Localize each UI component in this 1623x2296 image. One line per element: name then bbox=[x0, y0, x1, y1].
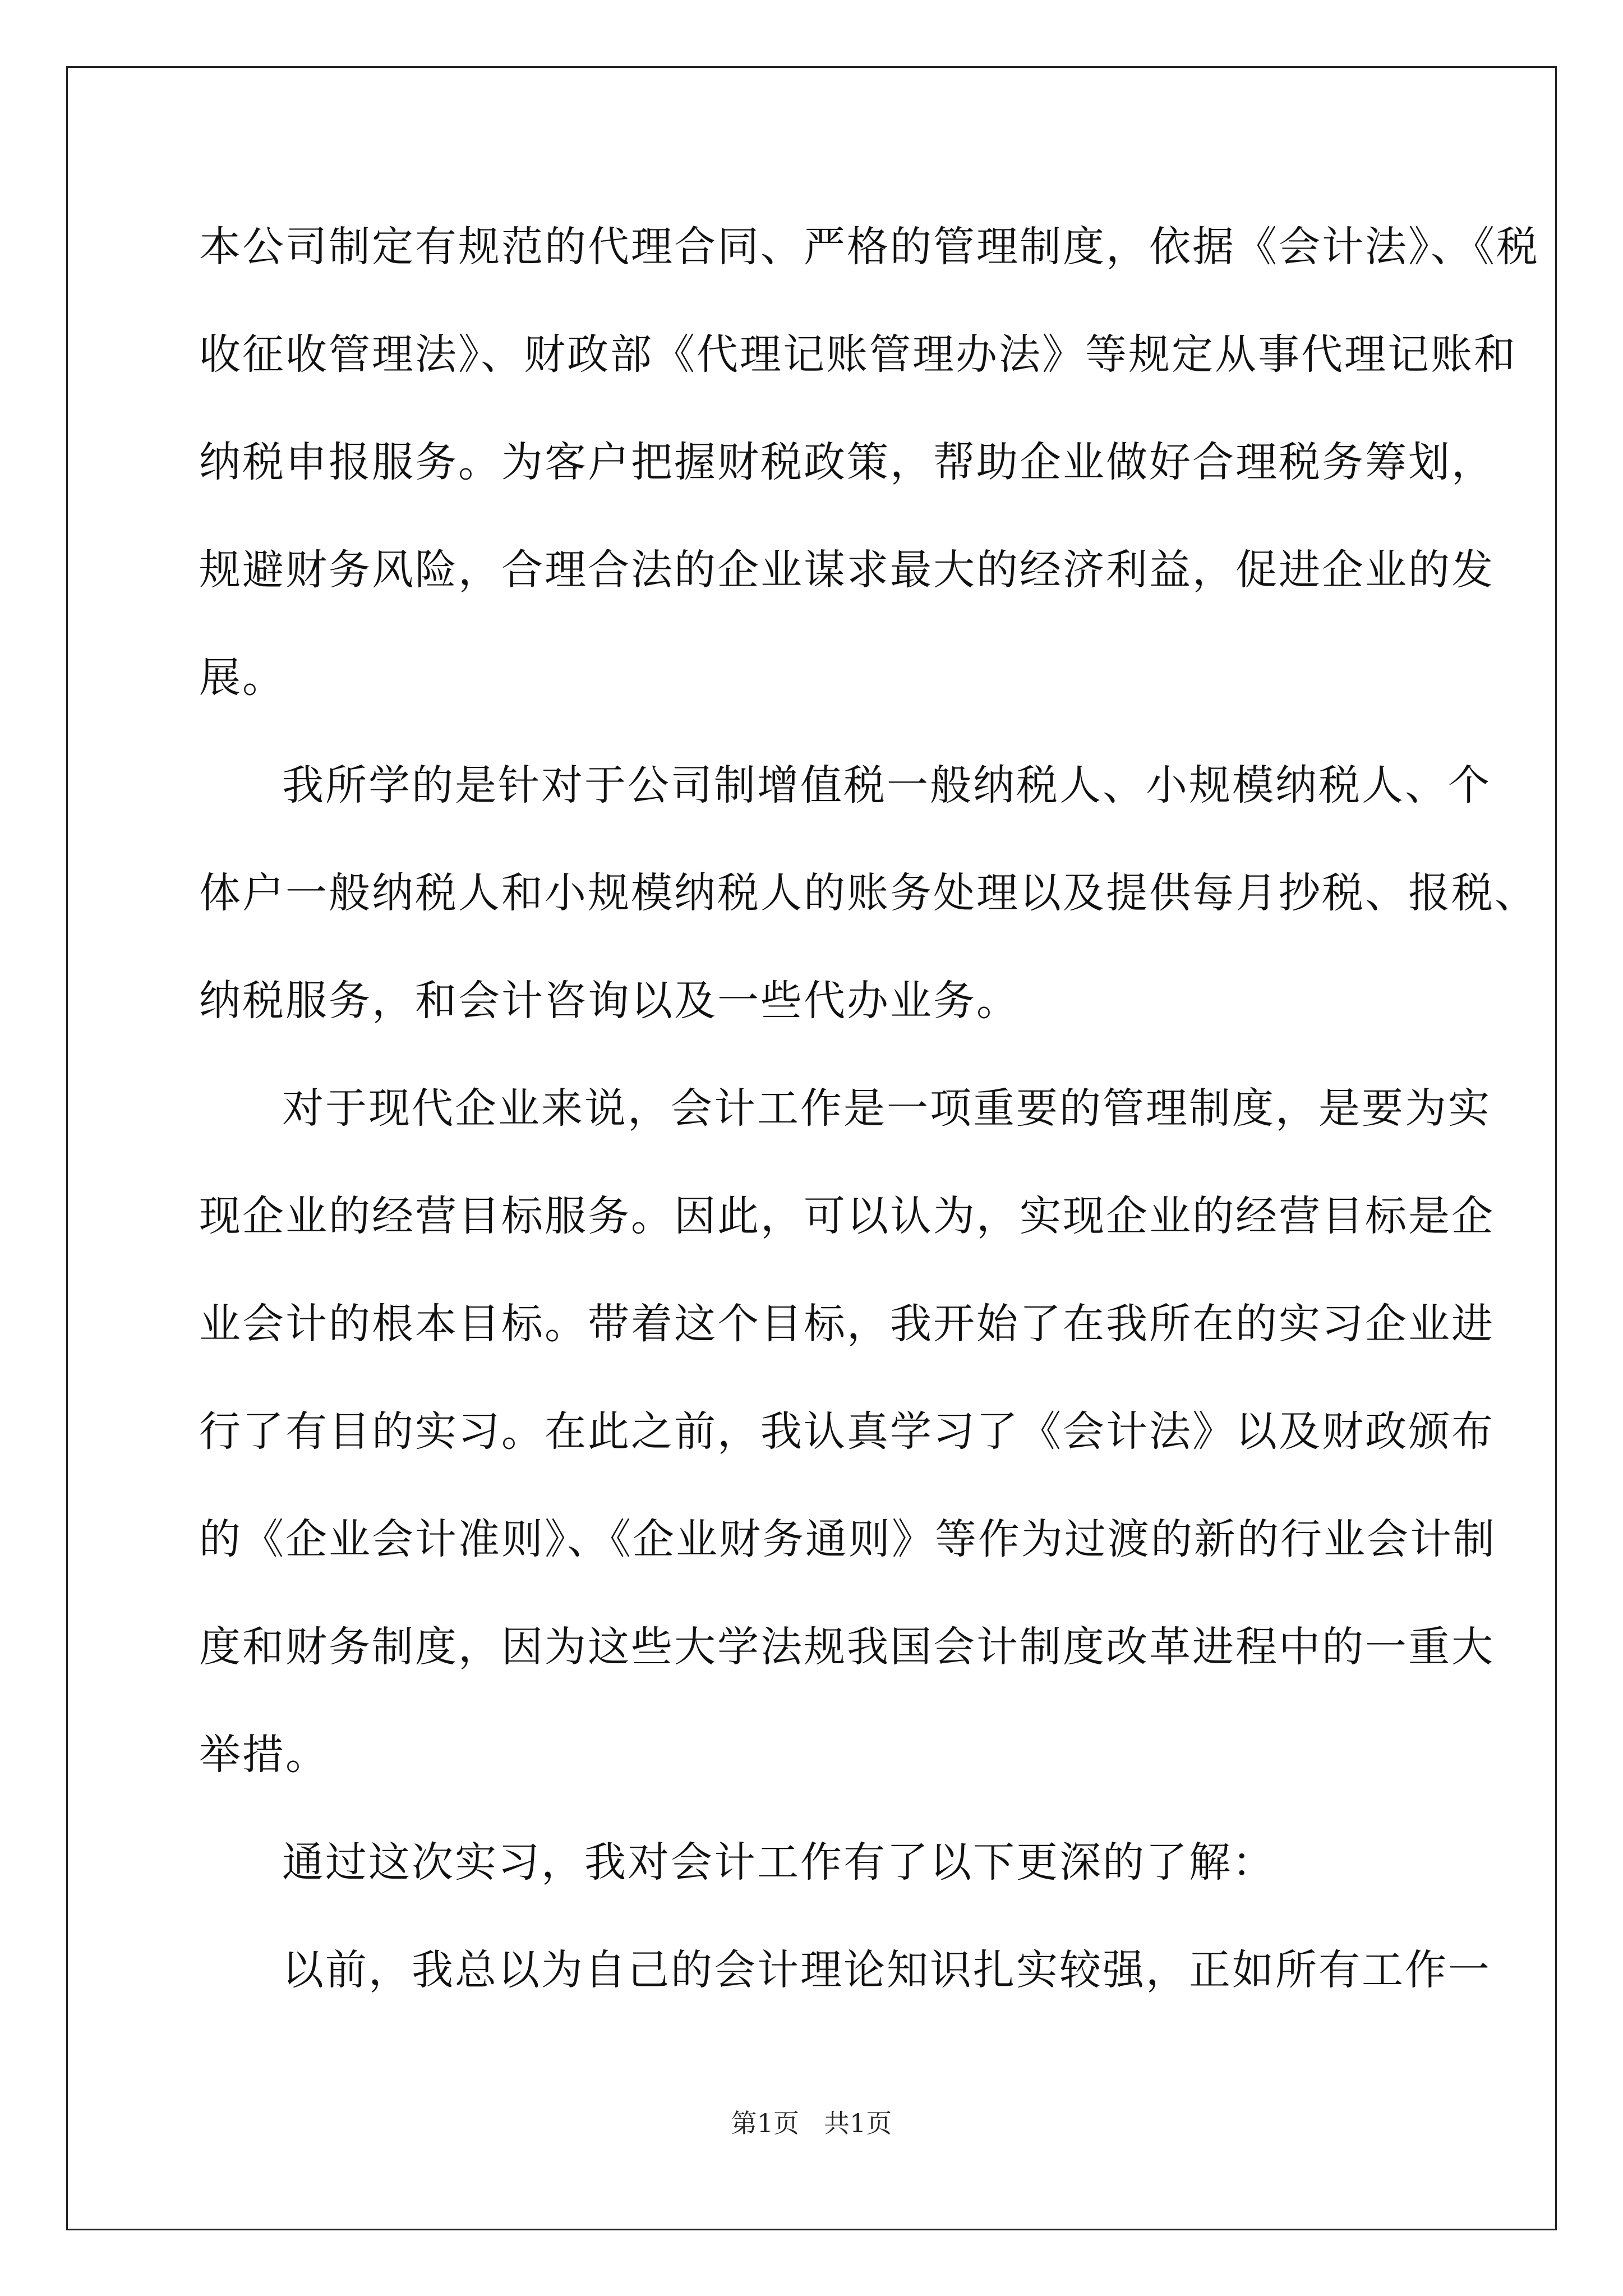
text-line: 的《企业会计准则》、《企业财务通则》等作为过渡的新的行业会计制 bbox=[199, 1515, 1496, 1563]
text-line: 体户一般纳税人和小规模纳税人的账务处理以及提供每月抄税、报税、 bbox=[199, 869, 1538, 917]
text-line: 收征收管理法》、财政部《代理记账管理办法》等规定从事代理记账和 bbox=[199, 330, 1517, 379]
text-line: 行了有目的实习。在此之前，我认真学习了《会计法》以及财政颁布 bbox=[199, 1407, 1495, 1456]
paragraph-start-line: 以前，我总以为自己的会计理论知识扎实较强，正如所有工作一 bbox=[282, 1946, 1491, 1994]
text-line: 现企业的经营目标服务。因此，可以认为，实现企业的经营目标是企 bbox=[199, 1192, 1495, 1240]
page-count: 共1页 bbox=[824, 2108, 892, 2138]
text-line: 规避财务风险，合理合法的企业谋求最大的经济利益，促进企业的发 bbox=[199, 546, 1495, 594]
paragraph-start-line: 通过这次实习，我对会计工作有了以下更深的了解： bbox=[282, 1838, 1275, 1887]
paragraph-start-line: 我所学的是针对于公司制增值税一般纳税人、小规模纳税人、个 bbox=[282, 761, 1491, 809]
text-line: 业会计的根本目标。带着这个目标，我开始了在我所在的实习企业进 bbox=[199, 1300, 1495, 1348]
document-body bbox=[199, 213, 1539, 2044]
text-line: 纳税服务，和会计咨询以及一些代办业务。 bbox=[199, 977, 1020, 1025]
paragraph-start-line: 对于现代企业来说，会计工作是一项重要的管理制度，是要为实 bbox=[282, 1084, 1491, 1133]
text-line: 展。 bbox=[199, 654, 285, 702]
text-line: 本公司制定有规范的代理合同、严格的管理制度，依据《会计法》、《税 bbox=[199, 223, 1539, 271]
text-line: 度和财务制度，因为这些大学法规我国会计制度改革进程中的一重大 bbox=[199, 1623, 1495, 1671]
page-number: 第1页 bbox=[731, 2108, 799, 2138]
text-line: 纳税申报服务。为客户把握财税政策，帮助企业做好合理税务筹划， bbox=[199, 438, 1495, 486]
text-line: 举措。 bbox=[199, 1731, 329, 1779]
page-footer bbox=[0, 2106, 1623, 2140]
